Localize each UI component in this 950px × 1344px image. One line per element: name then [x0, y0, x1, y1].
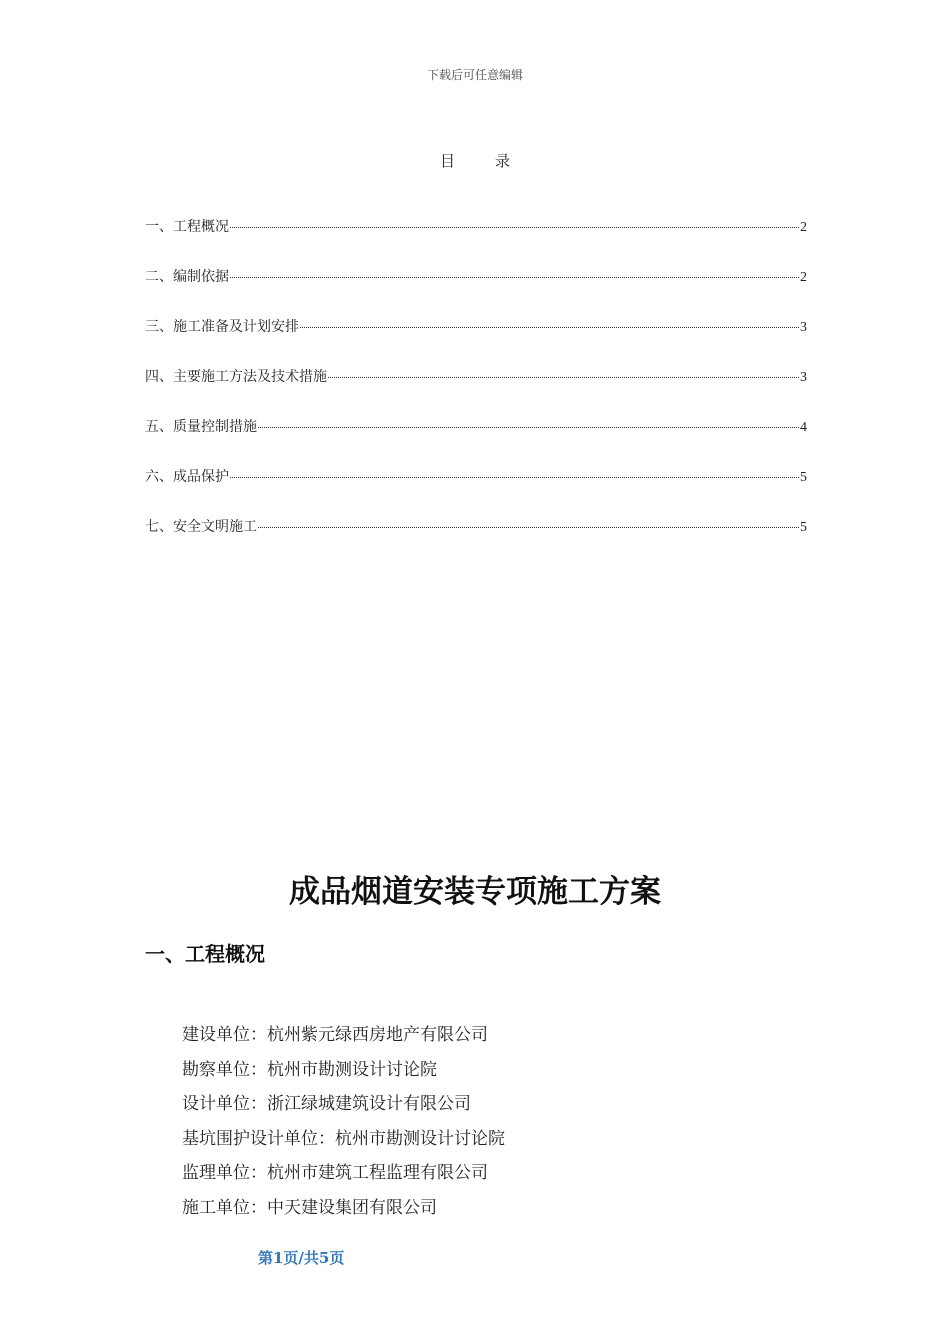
- toc-entry-label: 七、安全文明施工: [145, 519, 257, 535]
- toc-entry[interactable]: [145, 266, 807, 316]
- info-line-survey: 勘察单位：杭州市勘测设计讨论院: [182, 1059, 437, 1080]
- page-number-footer: 第1页/共5页: [258, 1249, 345, 1267]
- document-title: 成品烟道安装专项施工方案: [289, 874, 661, 910]
- toc-leader-dots: [230, 477, 799, 478]
- info-line-supervision: 监理单位：杭州市建筑工程监理有限公司: [182, 1163, 488, 1183]
- toc-entry[interactable]: [145, 516, 807, 566]
- toc-leader-dots: [328, 377, 799, 378]
- info-line-owner: 建设单位：杭州紫元绿西房地产有限公司: [182, 1025, 488, 1045]
- section-heading: 一、工程概况: [145, 942, 265, 966]
- toc-leader-dots: [258, 527, 799, 528]
- toc-entry-page: 5: [800, 520, 807, 535]
- toc-entry-label: 二、编制依据: [145, 269, 229, 285]
- toc-entry-label: 四、主要施工方法及技术措施: [145, 369, 327, 385]
- project-info-list: [182, 1020, 822, 1227]
- info-line-contractor: 施工单位：中天建设集团有限公司: [182, 1197, 437, 1218]
- toc-title: 目录: [439, 152, 550, 170]
- toc-entry-page: 3: [800, 370, 807, 385]
- info-line-pit-design: 基坑围护设计单位：杭州市勘测设计讨论院: [182, 1128, 505, 1149]
- toc-entry-label: 六、成品保护: [145, 469, 229, 485]
- toc-entry[interactable]: [145, 366, 807, 416]
- toc-entry[interactable]: [145, 416, 807, 466]
- toc-entry[interactable]: [145, 316, 807, 366]
- toc-entry[interactable]: [145, 466, 807, 516]
- toc-entry-label: 五、质量控制措施: [145, 419, 257, 435]
- toc-entry-page: 3: [800, 320, 807, 335]
- toc-entry-page: 2: [800, 220, 807, 235]
- toc-entry-label: 三、施工准备及计划安排: [145, 319, 299, 335]
- toc-entry-page: 2: [800, 270, 807, 285]
- toc-leader-dots: [230, 227, 799, 228]
- toc-leader-dots: [258, 427, 799, 428]
- toc-entry-page: 4: [800, 420, 807, 435]
- toc-leader-dots: [230, 277, 799, 278]
- toc-leader-dots: [300, 327, 799, 328]
- table-of-contents: [145, 216, 807, 566]
- header-note: 下载后可任意编辑: [426, 68, 523, 82]
- toc-entry-label: 一、工程概况: [145, 219, 229, 235]
- toc-entry[interactable]: [145, 216, 807, 266]
- toc-entry-page: 5: [800, 470, 807, 485]
- info-line-design: 设计单位：浙江绿城建筑设计有限公司: [182, 1094, 471, 1114]
